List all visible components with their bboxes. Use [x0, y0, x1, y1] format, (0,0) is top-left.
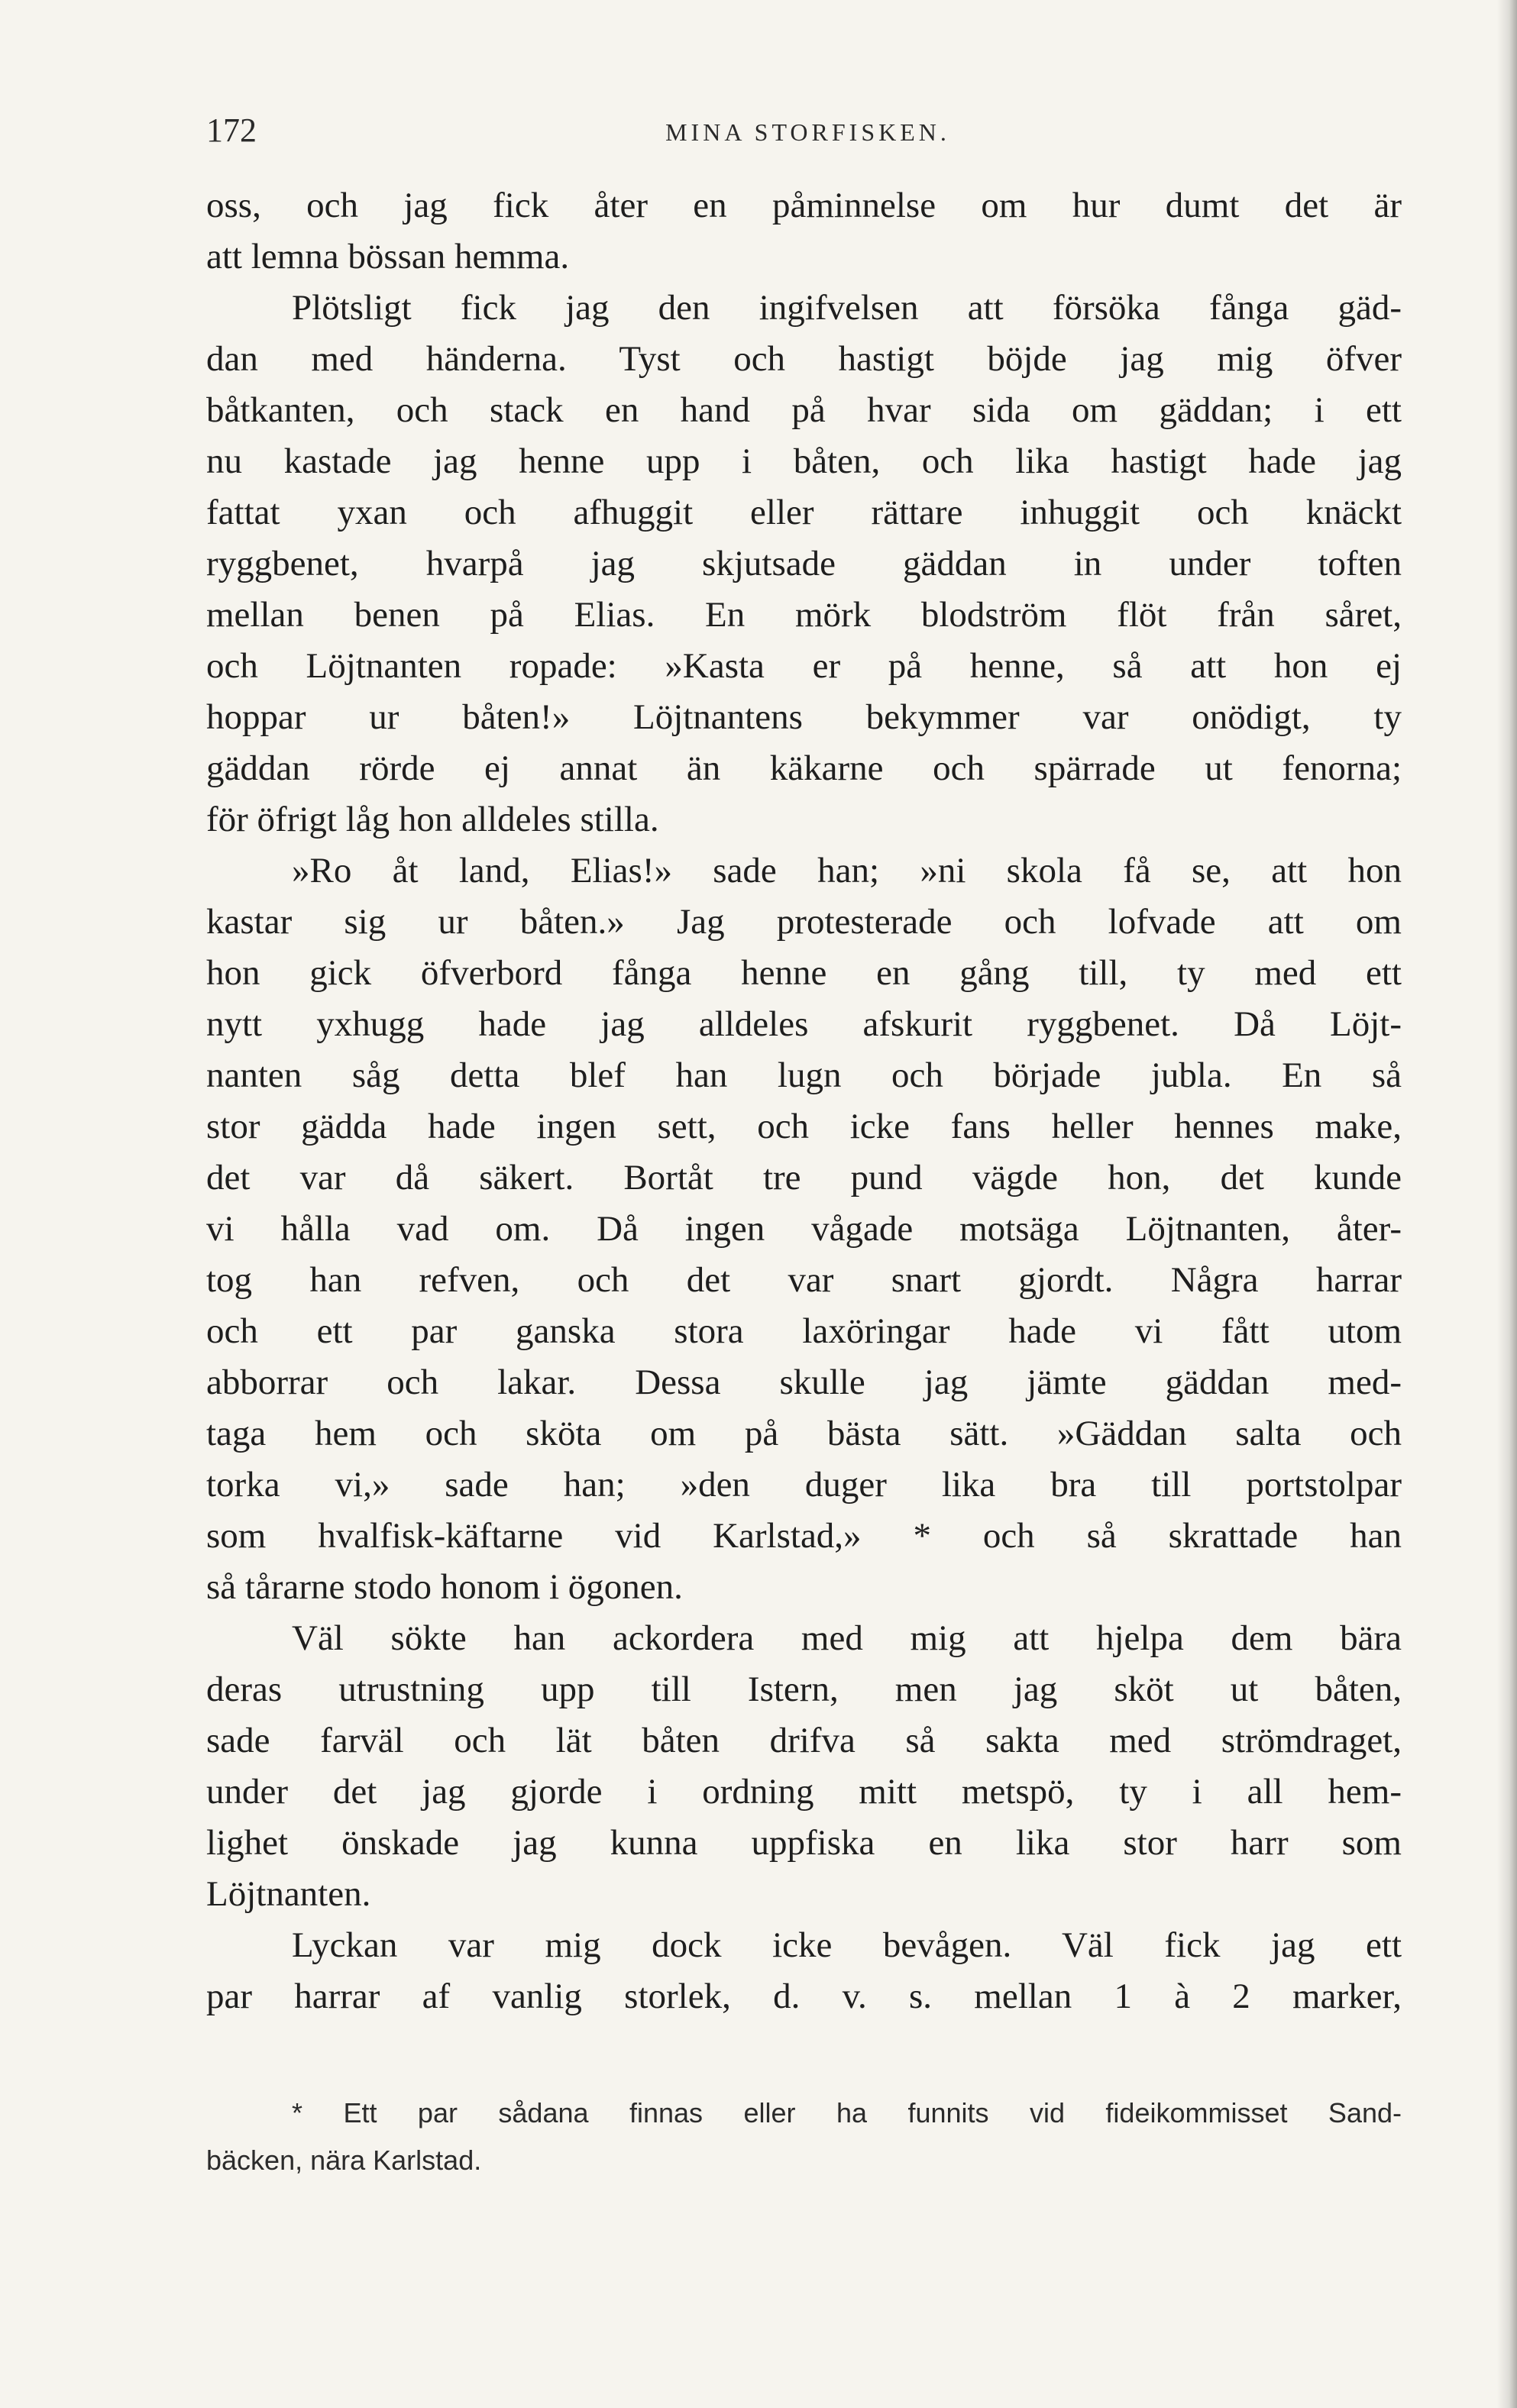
text-line: kastar sig ur båten.» Jag protesterade och lofvade att om	[206, 902, 1402, 942]
text-line: dan med händerna. Tyst och hastigt böjde jag mig öfver	[206, 339, 1402, 379]
text-line: fattat yxan och afhuggit eller rättare inhuggit och knäckt	[206, 493, 1402, 532]
body-text	[206, 180, 1402, 2022]
text-line: lighet önskade jag kunna uppfiska en lika stor harr som	[206, 1823, 1402, 1863]
text-line: tog han refven, och det var snart gjordt. Några harrar	[206, 1260, 1402, 1300]
text-line: och ett par ganska stora laxöringar hade vi fått utom	[206, 1311, 1402, 1351]
text-line: att lemna bössan hemma.	[206, 237, 570, 276]
text-line: som hvalfisk-käftarne vid Karlstad,» * och så skrattade han	[206, 1516, 1402, 1556]
text-line: det var då säkert. Bortåt tre pund vägde hon, det kunde	[206, 1158, 1402, 1198]
text-line: hoppar ur båten!» Löjtnantens bekymmer var onödigt, ty	[206, 697, 1402, 737]
page-edge-shadow	[1497, 0, 1517, 2408]
text-line: sade farväl och lät båten drifva så sakta med strömdraget,	[206, 1721, 1402, 1760]
text-line: nanten såg detta blef han lugn och började jubla. En så	[206, 1055, 1402, 1095]
footnote	[206, 2090, 1402, 2184]
text-line: gäddan rörde ej annat än käkarne och spärrade ut fenorna;	[206, 748, 1402, 788]
text-line: stor gädda hade ingen sett, och icke fans heller hennes make,	[206, 1107, 1402, 1146]
page-number: 172	[206, 112, 257, 149]
text-line: deras utrustning upp till Istern, men jag sköt ut båten,	[206, 1669, 1402, 1709]
text-line: så tårarne stodo honom i ögonen.	[206, 1567, 683, 1607]
text-line: oss, och jag fick åter en påminnelse om hur dumt det är	[206, 186, 1402, 225]
text-line: mellan benen på Elias. En mörk blodström flöt från såret,	[206, 595, 1402, 635]
text-line: ryggbenet, hvarpå jag skjutsade gäddan in under toften	[206, 544, 1402, 583]
text-line: torka vi,» sade han; »den duger lika bra till portstolpar	[206, 1465, 1402, 1505]
text-line: under det jag gjorde i ordning mitt metspö, ty i all hem-	[206, 1772, 1402, 1812]
footnote-line: bäcken, nära Karlstad.	[206, 2145, 482, 2176]
text-line: hon gick öfverbord fånga henne en gång till, ty med ett	[206, 953, 1402, 993]
text-line: båtkanten, och stack en hand på hvar sida om gäddan; i ett	[206, 390, 1402, 430]
text-line: Lyckan var mig dock icke bevågen. Väl fick jag ett	[292, 1925, 1402, 1965]
text-line: för öfrigt låg hon alldeles stilla.	[206, 800, 659, 839]
text-line: vi hålla vad om. Då ingen vågade motsäga Löjtnanten, åter-	[206, 1209, 1402, 1249]
text-line: nytt yxhugg hade jag alldeles afskurit ryggbenet. Då Löjt-	[206, 1004, 1402, 1044]
text-line: och Löjtnanten ropade: »Kasta er på henne, så att hon ej	[206, 646, 1402, 686]
text-line: nu kastade jag henne upp i båten, och lika hastigt hade jag	[206, 441, 1402, 481]
text-line: abborrar och lakar. Dessa skulle jag jämte gäddan med-	[206, 1362, 1402, 1402]
text-line: »Ro åt land, Elias!» sade han; »ni skola få se, att hon	[292, 851, 1402, 890]
text-line: par harrar af vanlig storlek, d. v. s. mellan 1 à 2 marker,	[206, 1976, 1402, 2016]
running-head	[206, 112, 1409, 150]
text-line: Plötsligt fick jag den ingifvelsen att försöka fånga gäd-	[292, 288, 1402, 328]
text-line: taga hem och sköta om på bästa sätt. »Gäddan salta och	[206, 1414, 1402, 1453]
text-line: Väl sökte han ackordera med mig att hjelpa dem bära	[292, 1618, 1402, 1658]
running-head-title: MINA STORFISKEN.	[665, 118, 950, 146]
footnote-line: * Ett par sådana finnas eller ha funnits vid fideikommisset Sand-	[292, 2097, 1402, 2128]
text-line: Löjtnanten.	[206, 1874, 371, 1914]
